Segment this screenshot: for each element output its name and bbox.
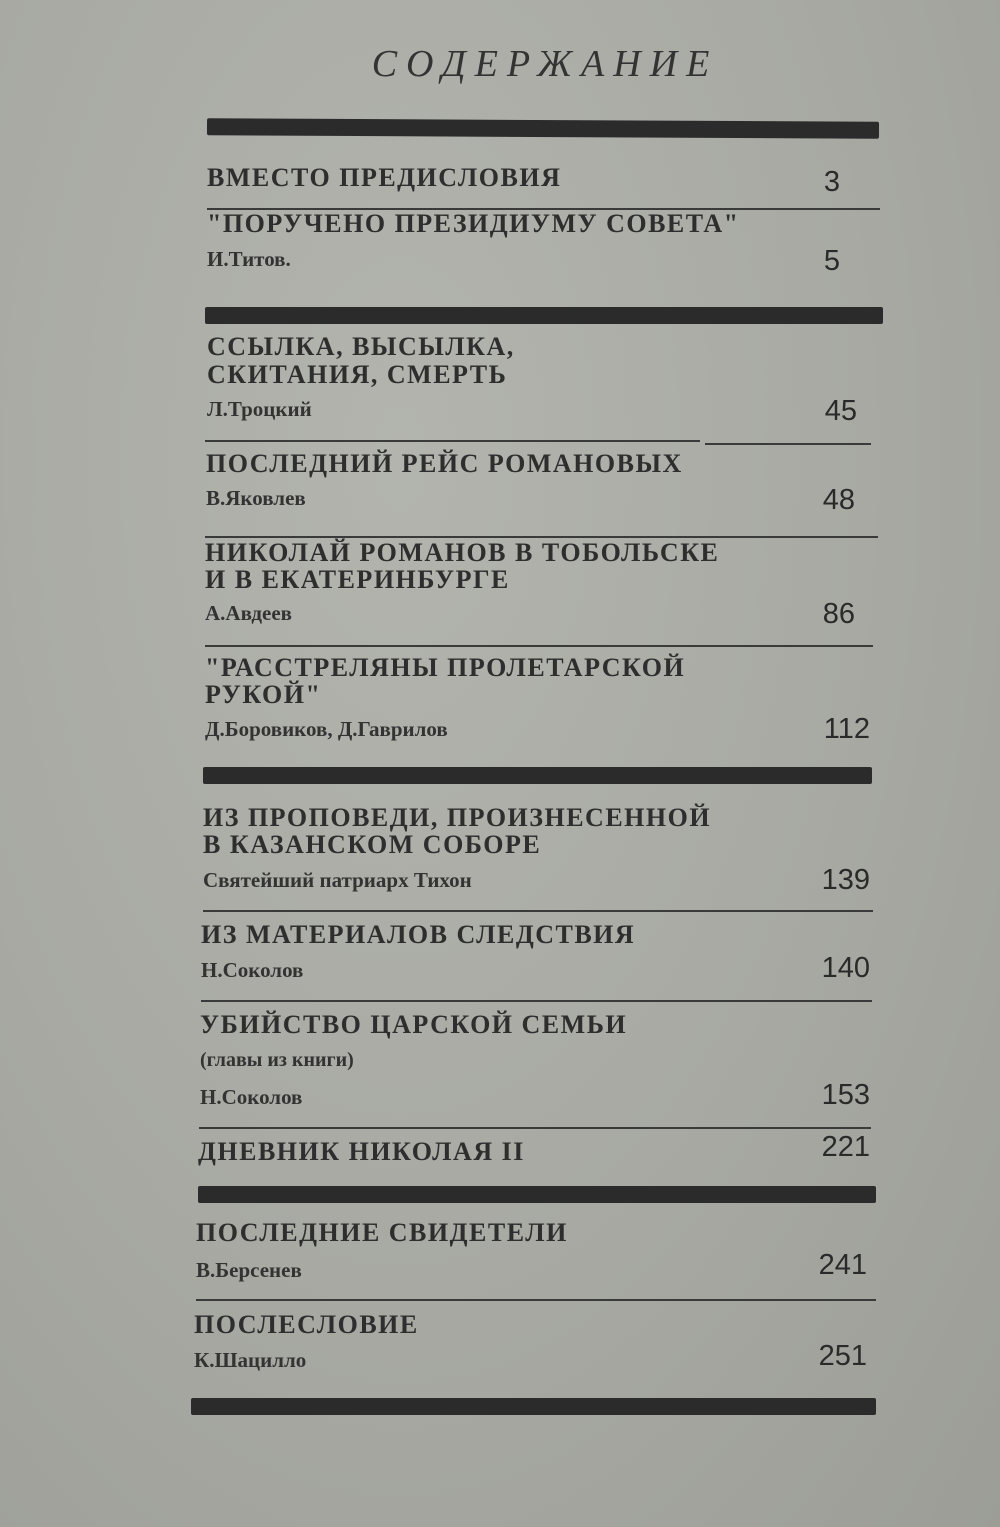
- entry-heading: ПОСЛЕДНИЙ РЕЙС РОМАНОВЫХ: [206, 449, 683, 478]
- entry-heading: "ПОРУЧЕНО ПРЕЗИДИУМУ СОВЕТА": [207, 209, 740, 238]
- page-number: 86: [822, 598, 855, 630]
- page-number: 45: [824, 395, 857, 427]
- entry-heading: СКИТАНИЯ, СМЕРТЬ: [207, 360, 508, 389]
- page-number: 3: [823, 166, 840, 198]
- section-divider: [205, 307, 883, 324]
- page-number: 48: [822, 484, 855, 516]
- section-divider: [191, 1398, 876, 1415]
- section-divider: [203, 767, 872, 784]
- entry-divider: [196, 1299, 876, 1301]
- entry-heading: НИКОЛАЙ РОМАНОВ В ТОБОЛЬСКЕ: [205, 538, 720, 567]
- entry-heading: В КАЗАНСКОМ СОБОРЕ: [203, 830, 542, 859]
- page-number: 139: [821, 864, 870, 896]
- entry-author: Д.Боровиков, Д.Гаврилов: [205, 717, 448, 741]
- entry-divider: [199, 1127, 871, 1129]
- entry-subtitle: (главы из книги): [200, 1049, 354, 1071]
- entry-divider: [203, 910, 873, 912]
- entry-heading: ПОСЛЕСЛОВИЕ: [194, 1310, 419, 1339]
- entry-heading: "РАССТРЕЛЯНЫ ПРОЛЕТАРСКОЙ: [205, 653, 686, 682]
- entry-divider: [205, 645, 873, 647]
- page-title: СОДЕРЖАНИЕ: [371, 43, 719, 85]
- entry-heading: И В ЕКАТЕРИНБУРГЕ: [205, 565, 510, 594]
- entry-author: А.Авдеев: [205, 601, 293, 625]
- entry-author: В.Берсенев: [196, 1258, 302, 1282]
- entry-heading: ВМЕСТО ПРЕДИСЛОВИЯ: [207, 163, 562, 192]
- entry-author: Л.Троцкий: [207, 397, 312, 421]
- entry-divider: [705, 443, 871, 445]
- entry-divider: [205, 440, 700, 442]
- entry-author: В.Яковлев: [206, 486, 306, 510]
- entry-author: К.Шацилло: [194, 1348, 307, 1372]
- entry-author: Н.Соколов: [200, 1085, 303, 1109]
- page-number: 153: [821, 1079, 870, 1111]
- entry-divider: [201, 1000, 872, 1002]
- entry-author: Н.Соколов: [201, 958, 304, 982]
- entry-author: Святейший патриарх Тихон: [203, 868, 472, 892]
- page-number: 112: [823, 713, 870, 745]
- entry-heading: ПОСЛЕДНИЕ СВИДЕТЕЛИ: [196, 1218, 568, 1247]
- section-divider: [207, 118, 879, 139]
- page-number: 140: [821, 952, 870, 984]
- page-number: 251: [818, 1340, 867, 1372]
- entry-heading: РУКОЙ": [205, 680, 322, 709]
- entry-heading: УБИЙСТВО ЦАРСКОЙ СЕМЬИ: [200, 1010, 628, 1039]
- page-number: 5: [823, 245, 840, 277]
- entry-heading: ДНЕВНИК НИКОЛАЯ II: [198, 1137, 525, 1166]
- section-divider: [198, 1186, 876, 1203]
- entry-author: И.Титов.: [207, 247, 291, 271]
- page-number: 221: [821, 1131, 870, 1163]
- entry-heading: ССЫЛКА, ВЫСЫЛКА,: [207, 332, 515, 361]
- entry-heading: ИЗ ПРОПОВЕДИ, ПРОИЗНЕСЕННОЙ: [203, 803, 712, 832]
- page-number: 241: [818, 1249, 867, 1281]
- entry-heading: ИЗ МАТЕРИАЛОВ СЛЕДСТВИЯ: [201, 920, 636, 949]
